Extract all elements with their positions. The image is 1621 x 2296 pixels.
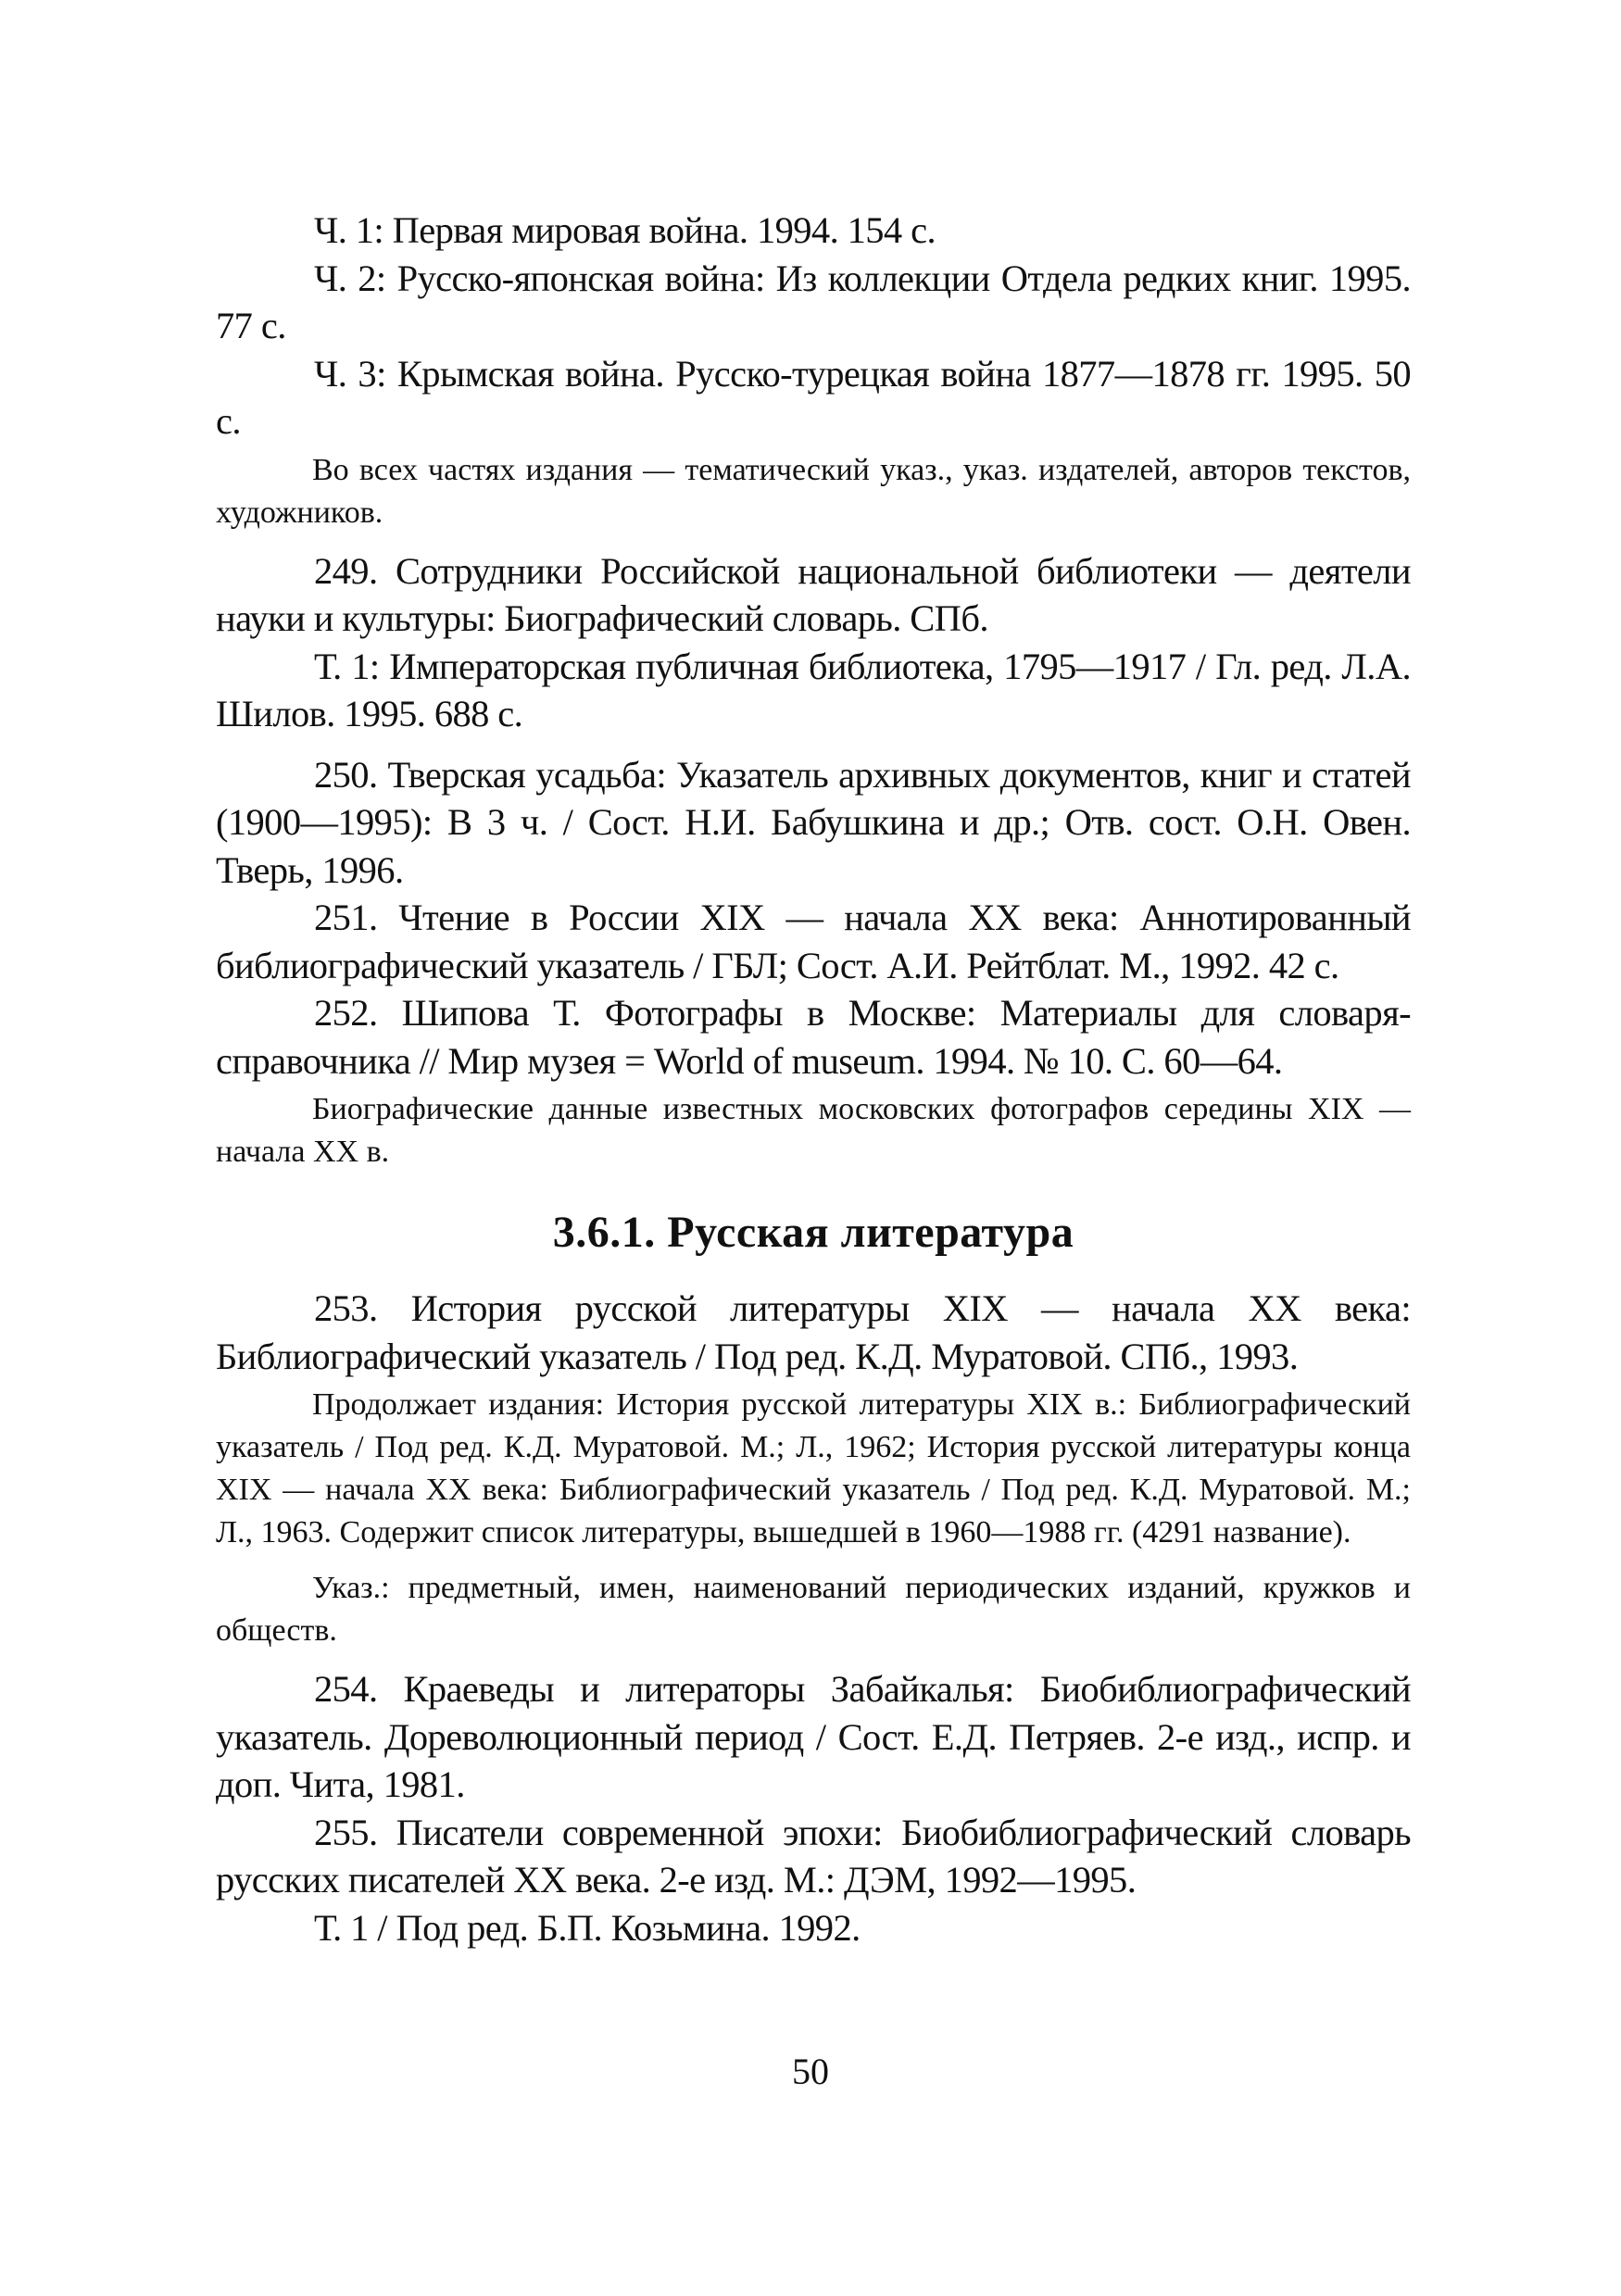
entry-248-note	[216, 449, 1411, 534]
section-heading: 3.6.1. Русская литература	[552, 1208, 1074, 1257]
page-number: 50	[792, 2051, 829, 2092]
entry-250: 250. Тверская усадьба: Указатель архивных документов, книг и статей (1900—1995): В 3 ч. / Сост. Н.И. Бабушкина и др.; Отв. сост. О.Н. Овен. Тверь, 1996.	[216, 753, 1411, 891]
entry-251: 251. Чтение в России XIX — начала XX века: Аннотированный библиографический указатель / ГБЛ; Сост. А.И. Рейтблат. М., 1992. 42 с.	[216, 897, 1411, 986]
entry-253: 253. История русской литературы XIX — начала XX века: Библиографический указатель / Под ред. К.Д. Муратовой. СПб., 1993.	[216, 1287, 1411, 1377]
entry-252-note-text: Биографические данные известных московских фотографов середины XIX — начала XX в.	[216, 1092, 1411, 1169]
entry-253-note-indexes	[216, 1567, 1411, 1652]
entry-248-note-text: Во всех частях издания — тематический указ., указ. издателей, авторов текстов, художников.	[216, 452, 1411, 530]
entry-253-note-indexes-text: Указ.: предметный, имен, наименований периодических изданий, кружков и обществ.	[216, 1571, 1411, 1648]
entry-255: 255. Писатели современной эпохи: Биобиблиографический словарь русских писателей XX века. 2-е изд. М.: ДЭМ, 1992—1995.	[216, 1811, 1411, 1901]
entry-254: 254. Краеведы и литераторы Забайкалья: Биобиблиографический указатель. Дореволюционный период / Сост. Е.Д. Петряев. 2-е изд., испр. и доп. Чита, 1981.	[216, 1668, 1411, 1805]
entry-253-note-continues-text: Продолжает издания: История русской литературы XIX в.: Библиографический указатель / Под ред. К.Д. Муратовой. М.; Л., 1962; История русской литературы конца XIX — начала XX века: Библиографический указатель / Под ред. К.Д. Муратовой. М.; Л., 1963. Содержит список литературы, вышедшей в 1960—1988 гг. (4291 название).	[216, 1387, 1411, 1549]
entry-252-note	[216, 1088, 1411, 1173]
entry-248-part-1: Ч. 1: Первая мировая война. 1994. 154 с.	[314, 209, 936, 251]
entry-248-part-3: Ч. 3: Крымская война. Русско-турецкая война 1877—1878 гг. 1995. 50 с.	[216, 352, 1411, 442]
entry-249: 249. Сотрудники Российской национальной библиотеки — деятели науки и культуры: Биографический словарь. СПб.	[216, 549, 1411, 639]
entry-255-volume-1: Т. 1 / Под ред. Б.П. Козьмина. 1992.	[314, 1906, 861, 1949]
entry-252: 252. Шипова Т. Фотографы в Москве: Материалы для словаря-справочника // Мир музея = World of museum. 1994. № 10. С. 60—64.	[216, 992, 1411, 1082]
entry-249-volume-1: Т. 1: Императорская публичная библиотека, 1795—1917 / Гл. ред. Л.А. Шилов. 1995. 688 с.	[216, 645, 1411, 734]
text-column	[216, 207, 1411, 1951]
entry-253-note-continues	[216, 1384, 1411, 1554]
entry-248-part-2: Ч. 2: Русско-японская война: Из коллекции Отдела редких книг. 1995. 77 с.	[216, 257, 1411, 346]
